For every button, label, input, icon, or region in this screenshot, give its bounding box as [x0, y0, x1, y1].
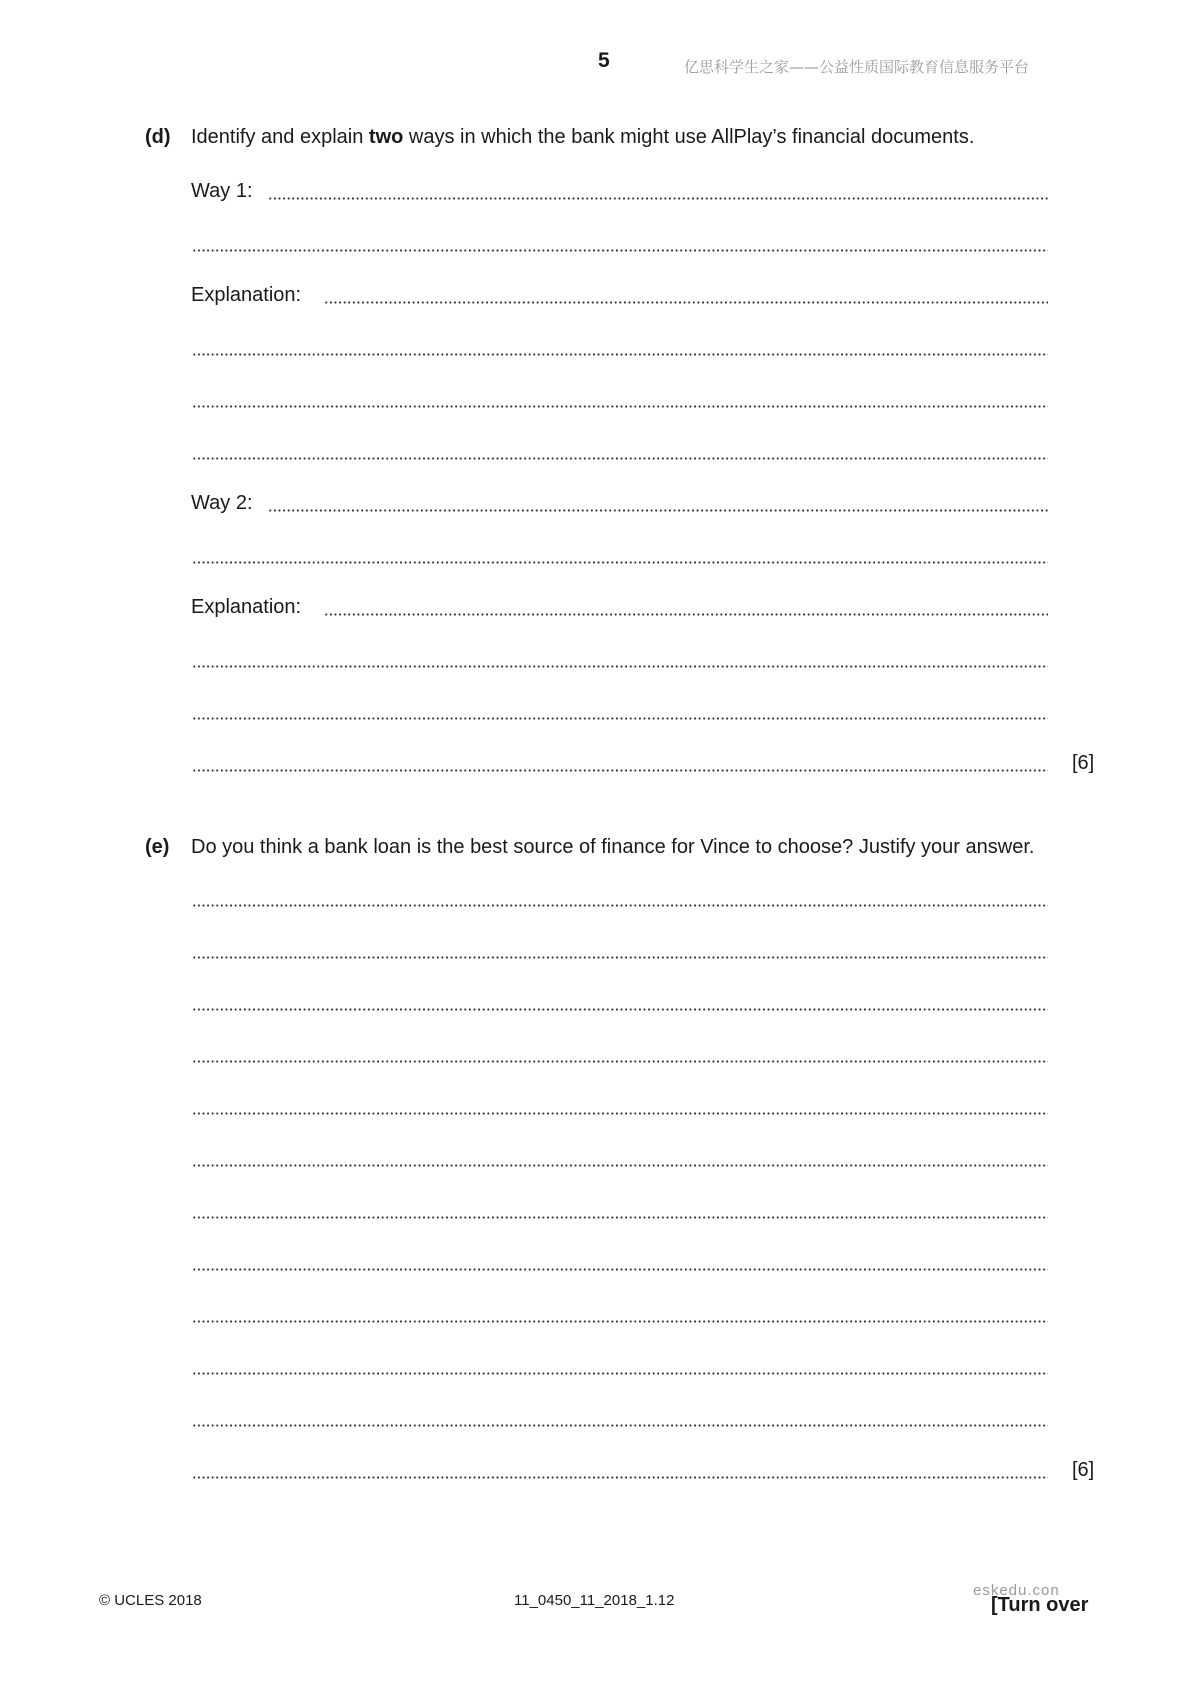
answer-line[interactable] — [192, 1268, 1048, 1271]
answer-line[interactable] — [192, 1060, 1048, 1063]
answer-line[interactable] — [268, 509, 1048, 512]
answer-line[interactable] — [192, 405, 1048, 408]
copyright: © UCLES 2018 — [99, 1592, 202, 1609]
question-d-text-bold: two — [368, 126, 404, 148]
question-e-marks: [6] — [1072, 1459, 1095, 1481]
answer-line[interactable] — [192, 1112, 1048, 1115]
question-d-text — [191, 126, 974, 149]
answer-line[interactable] — [192, 1164, 1048, 1167]
question-e-label: (e) — [145, 836, 170, 858]
question-d-label: (d) — [145, 126, 171, 148]
answer-line[interactable] — [192, 353, 1048, 356]
answer-line[interactable] — [192, 665, 1048, 668]
answer-line[interactable] — [192, 561, 1048, 564]
question-d-marks: [6] — [1072, 752, 1095, 774]
paper-code: 11_0450_11_2018_1.12 — [514, 1592, 675, 1609]
answer-line[interactable] — [192, 1424, 1048, 1427]
answer-line[interactable] — [192, 1320, 1048, 1323]
explanation1-label: Explanation: — [191, 284, 302, 306]
answer-line[interactable] — [192, 956, 1048, 959]
footer-watermark: eskedu.con — [973, 1582, 1060, 1599]
question-d-text-end: ways in which the bank might use AllPlay’s financial documents. — [403, 126, 975, 148]
answer-line[interactable] — [192, 1372, 1048, 1375]
question-e-text: Do you think a bank loan is the best source of finance for Vince to choose? Justify your answer. — [191, 836, 1035, 858]
answer-line[interactable] — [192, 1008, 1048, 1011]
answer-line[interactable] — [192, 769, 1048, 772]
explanation2-label: Explanation: — [191, 596, 302, 618]
answer-line[interactable] — [268, 197, 1048, 200]
question-d-text-start: Identify and explain — [191, 126, 369, 148]
page-number: 5 — [598, 49, 610, 72]
answer-line[interactable] — [324, 613, 1048, 616]
turn-over: [Turn over — [991, 1594, 1089, 1616]
answer-line[interactable] — [324, 301, 1048, 304]
answer-line[interactable] — [192, 1476, 1048, 1479]
answer-line[interactable] — [192, 1216, 1048, 1219]
answer-line[interactable] — [192, 904, 1048, 907]
way1-label: Way 1: — [191, 180, 253, 202]
way2-label: Way 2: — [191, 492, 253, 514]
answer-line[interactable] — [192, 457, 1048, 460]
answer-line[interactable] — [192, 249, 1048, 252]
answer-line[interactable] — [192, 717, 1048, 720]
header-watermark: 亿思科学生之家——公益性质国际教育信息服务平台 — [684, 58, 1030, 76]
